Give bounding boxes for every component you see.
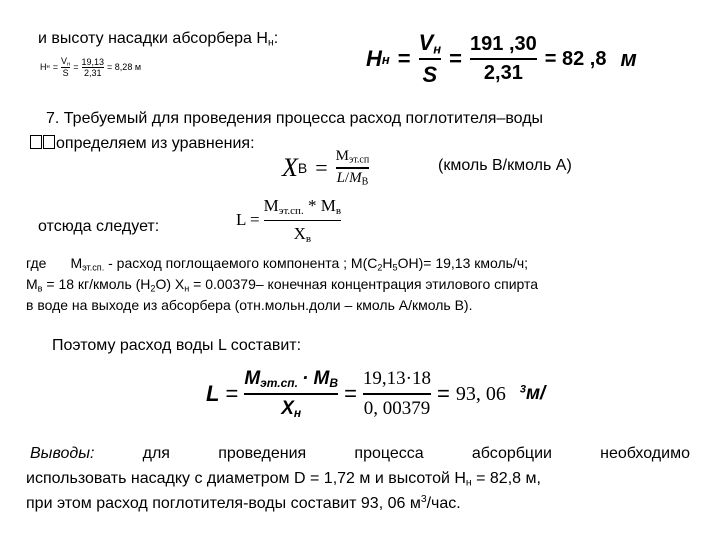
definitions-line2: $М_в = 18$ кг/кмоль $(Н_2О) Х_н = 0.00379-$ конечная концентрация этилового спирта [26, 276, 539, 294]
height-intro-text: и высоту насадки абсорбера $Н_н$: [38, 30, 279, 49]
definitions-line1: где $M_{эт.сп.}$ - расход поглощаемого компонента ; $М(С_2Н_5ОН)= 19,13$ кмоль/ч; [26, 255, 529, 273]
water-flow-formula: L = $M_{эт.сп.} \cdot M_B$ $X_н$ = 19,13·18 0, 00379 = 93, 06 $^3$м/ [206, 368, 546, 420]
xb-formula: X B = $M_{эт.сп}$ $L/M_B$ [282, 148, 370, 187]
consequence-label: отсюда следует: [38, 218, 160, 235]
conclusion-line3: при этом расход поглотителя-воды составит 93, 06 $м^3$/час. [26, 494, 461, 513]
section7-line1: 7. Требуемый для проведения процесса расход поглотителя–воды [46, 110, 544, 127]
water-flow-text: Поэтому расход воды L составит: [52, 337, 302, 354]
conclusion-line1: Выводы: для проведения процесса абсорбции необходимо [30, 445, 690, 462]
conclusion-line2: использовать насадку с диаметром D = 1,72 м и высотой $Н_н = 82,8$ м, [26, 470, 541, 489]
section7-line2: определяем из уравнения: [30, 135, 255, 153]
big-height-formula: H н = $V_н$ S = 191 ,30 2,31 = 82 ,8 м [366, 30, 637, 88]
missing-glyph-icon [43, 135, 55, 149]
units-note: (кмоль В/кмоль А) [438, 157, 572, 174]
definitions-line3: в воде на выходе из абсорбера (отн.мольн.доли – кмоль А/кмоль В). [26, 297, 473, 313]
small-height-formula: Н н = $V_н$ S = 19,13 2,31 = 8,28 м [40, 56, 142, 79]
l-formula: L = $M_{эт.сп.} * M_в$ $X_в$ [236, 196, 342, 245]
missing-glyph-icon [30, 135, 42, 149]
